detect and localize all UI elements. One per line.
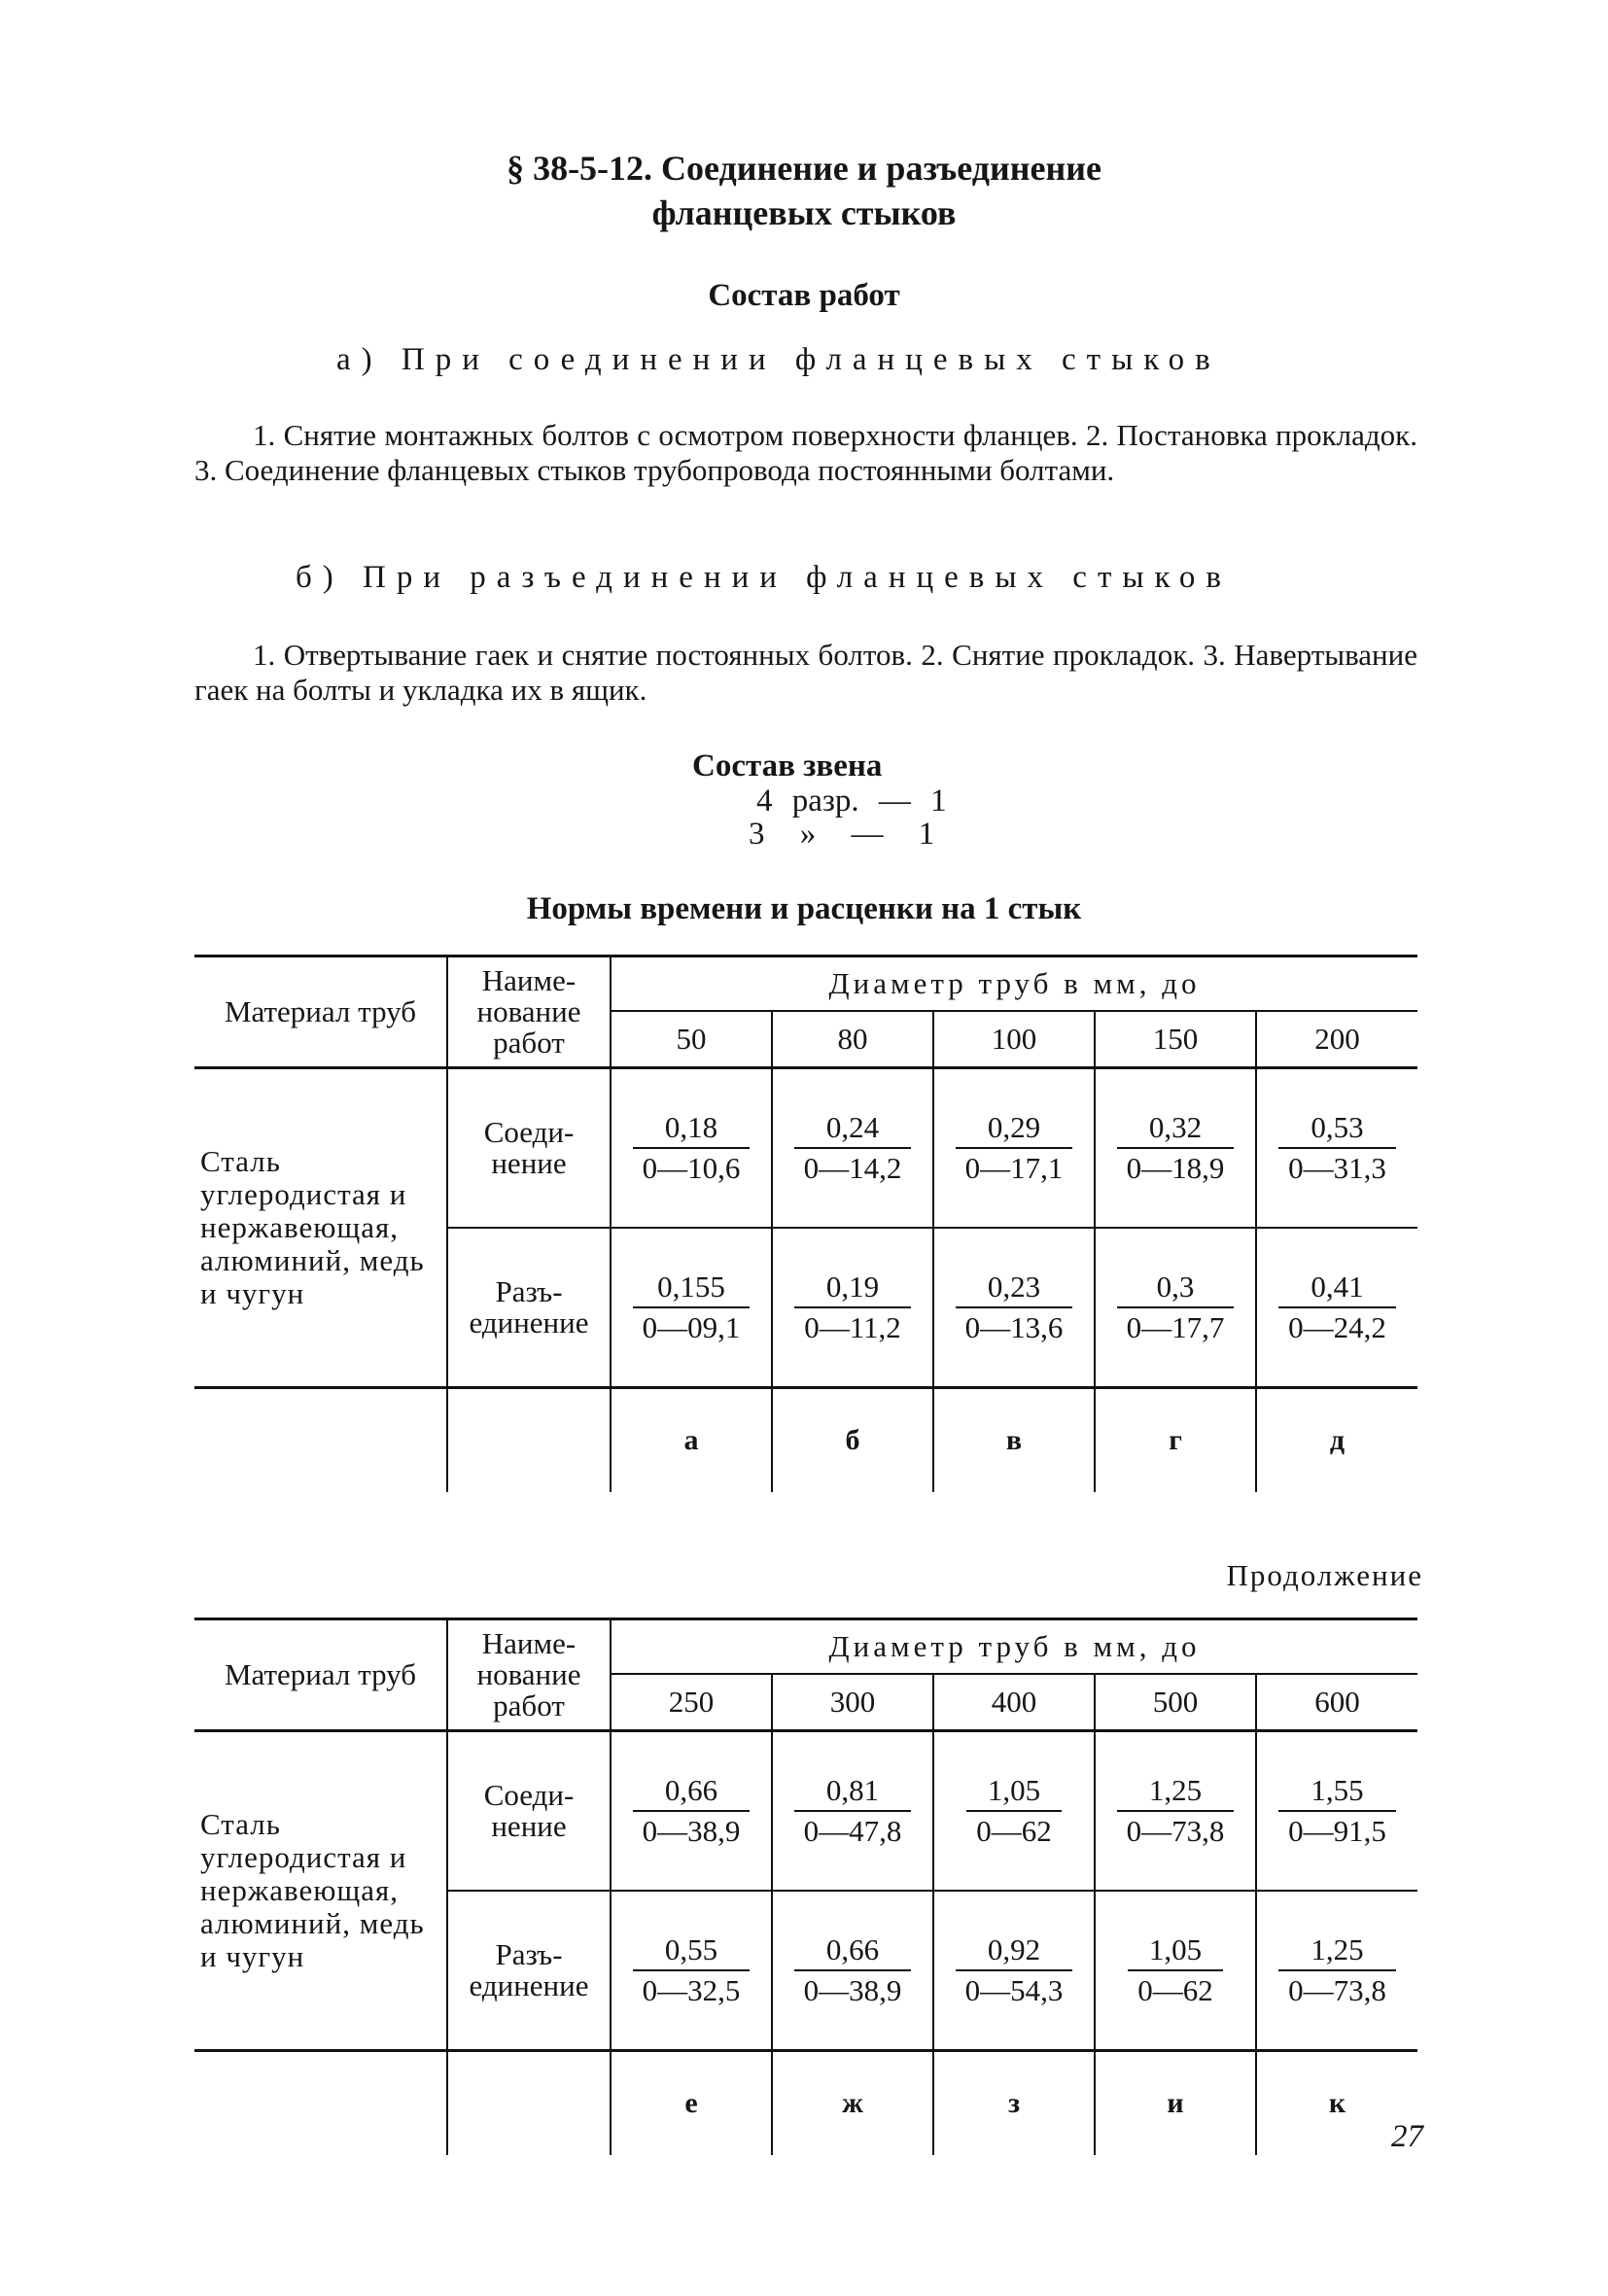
rate-value: 0—31,3 [1278, 1147, 1396, 1188]
norm-cell [933, 1228, 1095, 1388]
time-norm: 0,18 [664, 1110, 718, 1144]
index-blank [194, 2051, 447, 2156]
norm-cell [1095, 1731, 1256, 1892]
section-a-title: а) При соединении фланцевых стыков [336, 342, 1221, 377]
column-index: г [1095, 1388, 1256, 1493]
rate-value: 0—24,2 [1278, 1306, 1396, 1347]
norm-cell [772, 1228, 933, 1388]
norm-cell [611, 1731, 772, 1892]
rate-value: 0—38,9 [794, 1969, 912, 2010]
time-norm: 0,19 [825, 1270, 880, 1304]
header-work-type: Наиме-нование работ [447, 1619, 611, 1731]
rate-value: 0—54,3 [956, 1969, 1073, 2010]
norm-cell [772, 1891, 933, 2051]
page-number: 27 [1391, 2119, 1423, 2154]
norms-table-2 [194, 1618, 1417, 2155]
section-title-line1: § 38-5-12. Соединение и разъединение [507, 149, 1101, 188]
rate-value: 0—62 [1128, 1969, 1223, 2010]
section-title-line2: фланцевых стыков [651, 193, 957, 232]
index-blank [447, 1388, 611, 1493]
time-norm: 0,53 [1311, 1110, 1364, 1144]
norm-cell [611, 1068, 772, 1229]
column-index: б [772, 1388, 933, 1493]
work-type-label: Соеди-нение [447, 1068, 611, 1229]
rate-value: 0—32,5 [633, 1969, 751, 2010]
norm-cell [772, 1731, 933, 1892]
rate-value: 0—10,6 [633, 1147, 751, 1188]
norm-cell [1256, 1731, 1417, 1892]
time-norm: 0,23 [987, 1270, 1041, 1304]
time-norm: 1,05 [1148, 1932, 1203, 1966]
diameter-header-cell: 50 [611, 1011, 772, 1068]
header-work-type: Наиме-нование работ [447, 957, 611, 1068]
norm-cell [1256, 1068, 1417, 1229]
rate-value: 0—14,2 [794, 1147, 912, 1188]
rate-value: 0—17,7 [1117, 1306, 1235, 1347]
rate-value: 0—09,1 [633, 1306, 751, 1347]
time-norm: 1,55 [1311, 1773, 1364, 1807]
time-norm: 1,05 [987, 1773, 1041, 1807]
header-diameter: Диаметр труб в мм, до [611, 1619, 1417, 1675]
diameter-header-cell: 80 [772, 1011, 933, 1068]
section-a-text: 1. Снятие монтажных болтов с осмотром поверхности фланцев. 2. Постановка прокладок. 3. Соединение фланцевых стыков трубопровода постоянными болтами. [194, 418, 1417, 487]
crew-heading: Состав звена [692, 748, 883, 783]
norm-cell [1095, 1228, 1256, 1388]
material-name: Сталь углеродистая и нержавеющая, алюминий, медь и чугун [200, 1807, 425, 1973]
norm-cell [1095, 1068, 1256, 1229]
column-index: и [1095, 2051, 1256, 2156]
norm-cell [933, 1891, 1095, 2051]
column-index: ж [772, 2051, 933, 2156]
crew-row-2: 3 » — 1 [749, 817, 935, 852]
time-norm: 0,81 [825, 1773, 880, 1807]
rate-value: 0—73,8 [1117, 1810, 1235, 1851]
diameter-header-cell: 200 [1256, 1011, 1417, 1068]
column-index: з [933, 2051, 1095, 2156]
time-norm: 1,25 [1311, 1932, 1364, 1966]
diameter-header-cell: 600 [1256, 1674, 1417, 1731]
column-index: к [1256, 2051, 1417, 2156]
diameter-header-cell: 400 [933, 1674, 1095, 1731]
time-norm: 0,32 [1148, 1110, 1203, 1144]
rate-value: 0—18,9 [1117, 1147, 1235, 1188]
work-type-label: Разъ-единение [447, 1891, 611, 2051]
diameter-header-cell: 100 [933, 1011, 1095, 1068]
header-diameter: Диаметр труб в мм, до [611, 957, 1417, 1012]
rate-value: 0—47,8 [794, 1810, 912, 1851]
norm-cell [772, 1068, 933, 1229]
norm-cell [611, 1891, 772, 2051]
time-norm: 0,29 [987, 1110, 1041, 1144]
index-blank [194, 1388, 447, 1493]
column-index: а [611, 1388, 772, 1493]
work-type-label: Соеди-нение [447, 1731, 611, 1892]
time-norm: 0,92 [987, 1932, 1041, 1966]
norm-cell [1256, 1228, 1417, 1388]
continuation-label: Продолжение [1226, 1558, 1423, 1592]
norm-cell [1095, 1891, 1256, 2051]
column-index: в [933, 1388, 1095, 1493]
header-material: Материал труб [224, 1657, 417, 1691]
time-norm: 0,55 [664, 1932, 718, 1966]
diameter-header-cell: 500 [1095, 1674, 1256, 1731]
diameter-header-cell: 300 [772, 1674, 933, 1731]
time-norm: 1,25 [1148, 1773, 1203, 1807]
column-index: е [611, 2051, 772, 2156]
section-b-title: б) При разъединении фланцевых стыков [296, 560, 1232, 595]
rate-value: 0—73,8 [1278, 1969, 1396, 2010]
time-norm: 0,41 [1311, 1270, 1364, 1304]
table-title: Нормы времени и расценки на 1 стык [526, 891, 1082, 926]
time-norm: 0,66 [825, 1932, 880, 1966]
crew-row-1: 4 разр. — 1 [756, 783, 947, 818]
index-blank [447, 2051, 611, 2156]
time-norm: 0,3 [1156, 1270, 1195, 1304]
header-material: Материал труб [224, 994, 417, 1028]
time-norm: 0,24 [825, 1110, 880, 1144]
column-index: д [1256, 1388, 1417, 1493]
norm-cell [933, 1731, 1095, 1892]
norm-cell [611, 1228, 772, 1388]
work-type-label: Разъ-единение [447, 1228, 611, 1388]
time-norm: 0,155 [657, 1270, 725, 1304]
norms-table-1 [194, 955, 1417, 1492]
composition-heading: Состав работ [708, 278, 900, 313]
rate-value: 0—13,6 [956, 1306, 1073, 1347]
norm-cell [1256, 1891, 1417, 2051]
section-b-text: 1. Отвертывание гаек и снятие постоянных болтов. 2. Снятие прокладок. 3. Навертывание гаек на болты и укладка их в ящик. [194, 638, 1417, 707]
time-norm: 0,66 [664, 1773, 718, 1807]
rate-value: 0—11,2 [794, 1306, 911, 1347]
norm-cell [933, 1068, 1095, 1229]
diameter-header-cell: 250 [611, 1674, 772, 1731]
rate-value: 0—38,9 [633, 1810, 751, 1851]
diameter-header-cell: 150 [1095, 1011, 1256, 1068]
rate-value: 0—91,5 [1278, 1810, 1396, 1851]
rate-value: 0—17,1 [956, 1147, 1073, 1188]
rate-value: 0—62 [966, 1810, 1062, 1851]
material-name: Сталь углеродистая и нержавеющая, алюминий, медь и чугун [200, 1144, 425, 1310]
